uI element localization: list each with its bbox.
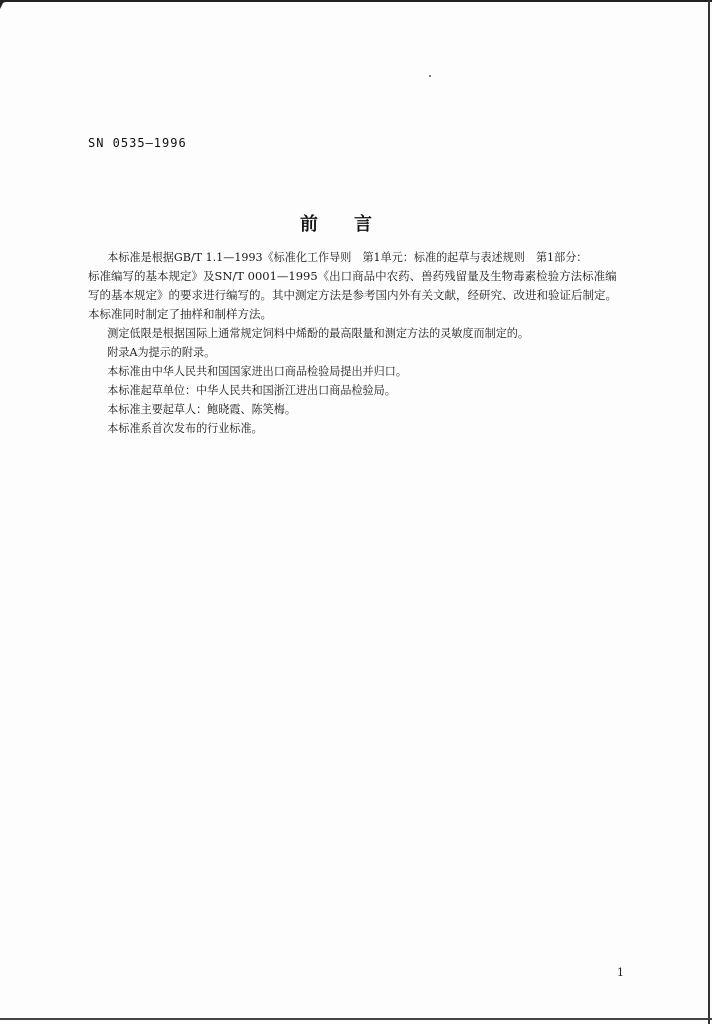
foreword-paragraph bbox=[88, 343, 660, 362]
foreword-paragraph bbox=[88, 400, 660, 419]
scan-edge-bottom bbox=[0, 1018, 712, 1020]
text-line: 标准编写的基本规定》及SN/T 0001—1995《出口商品中农药、兽药残留量及生物毒素检验方法标准编 bbox=[88, 269, 617, 283]
text-line: 本标准系首次发布的行业标准。 bbox=[107, 421, 263, 435]
text-line: 本标准同时制定了抽样和制样方法。 bbox=[88, 307, 272, 321]
page-number: 1 bbox=[617, 966, 624, 979]
text-line: 本标准是根据GB/T 1.1—1993《标准化工作导则 第1单元：标准的起草与表述规则 第1部分： bbox=[107, 250, 588, 264]
scan-edge-top bbox=[0, 0, 712, 2]
foreword-paragraph bbox=[88, 362, 660, 381]
foreword-paragraph bbox=[88, 248, 660, 324]
text-line: 测定低限是根据国际上通常规定饲料中烯酚的最高限量和测定方法的灵敏度而制定的。 bbox=[107, 326, 530, 340]
text-line: 本标准主要起草人：鲍晓霞、陈笑梅。 bbox=[107, 402, 296, 416]
foreword-paragraph bbox=[88, 419, 660, 438]
foreword-paragraph bbox=[88, 381, 660, 400]
text-line: 附录A为提示的附录。 bbox=[107, 345, 216, 359]
text-line: 本标准起草单位：中华人民共和国浙江进出口商品检验局。 bbox=[107, 383, 396, 397]
foreword-body bbox=[88, 248, 660, 438]
scan-speck bbox=[429, 75, 431, 77]
page-title: 前言 bbox=[300, 214, 408, 235]
scan-corner-mark bbox=[0, 0, 10, 10]
text-line: 本标准由中华人民共和国国家进出口商品检验局提出并归口。 bbox=[107, 364, 407, 378]
text-line: 写的基本规定》的要求进行编写的。其中测定方法是参考国内外有关文献，经研究、改进和验证后制定。 bbox=[88, 288, 617, 302]
scan-edge-right bbox=[708, 0, 710, 1024]
standard-code: SN 0535—1996 bbox=[88, 136, 187, 150]
foreword-paragraph bbox=[88, 324, 660, 343]
